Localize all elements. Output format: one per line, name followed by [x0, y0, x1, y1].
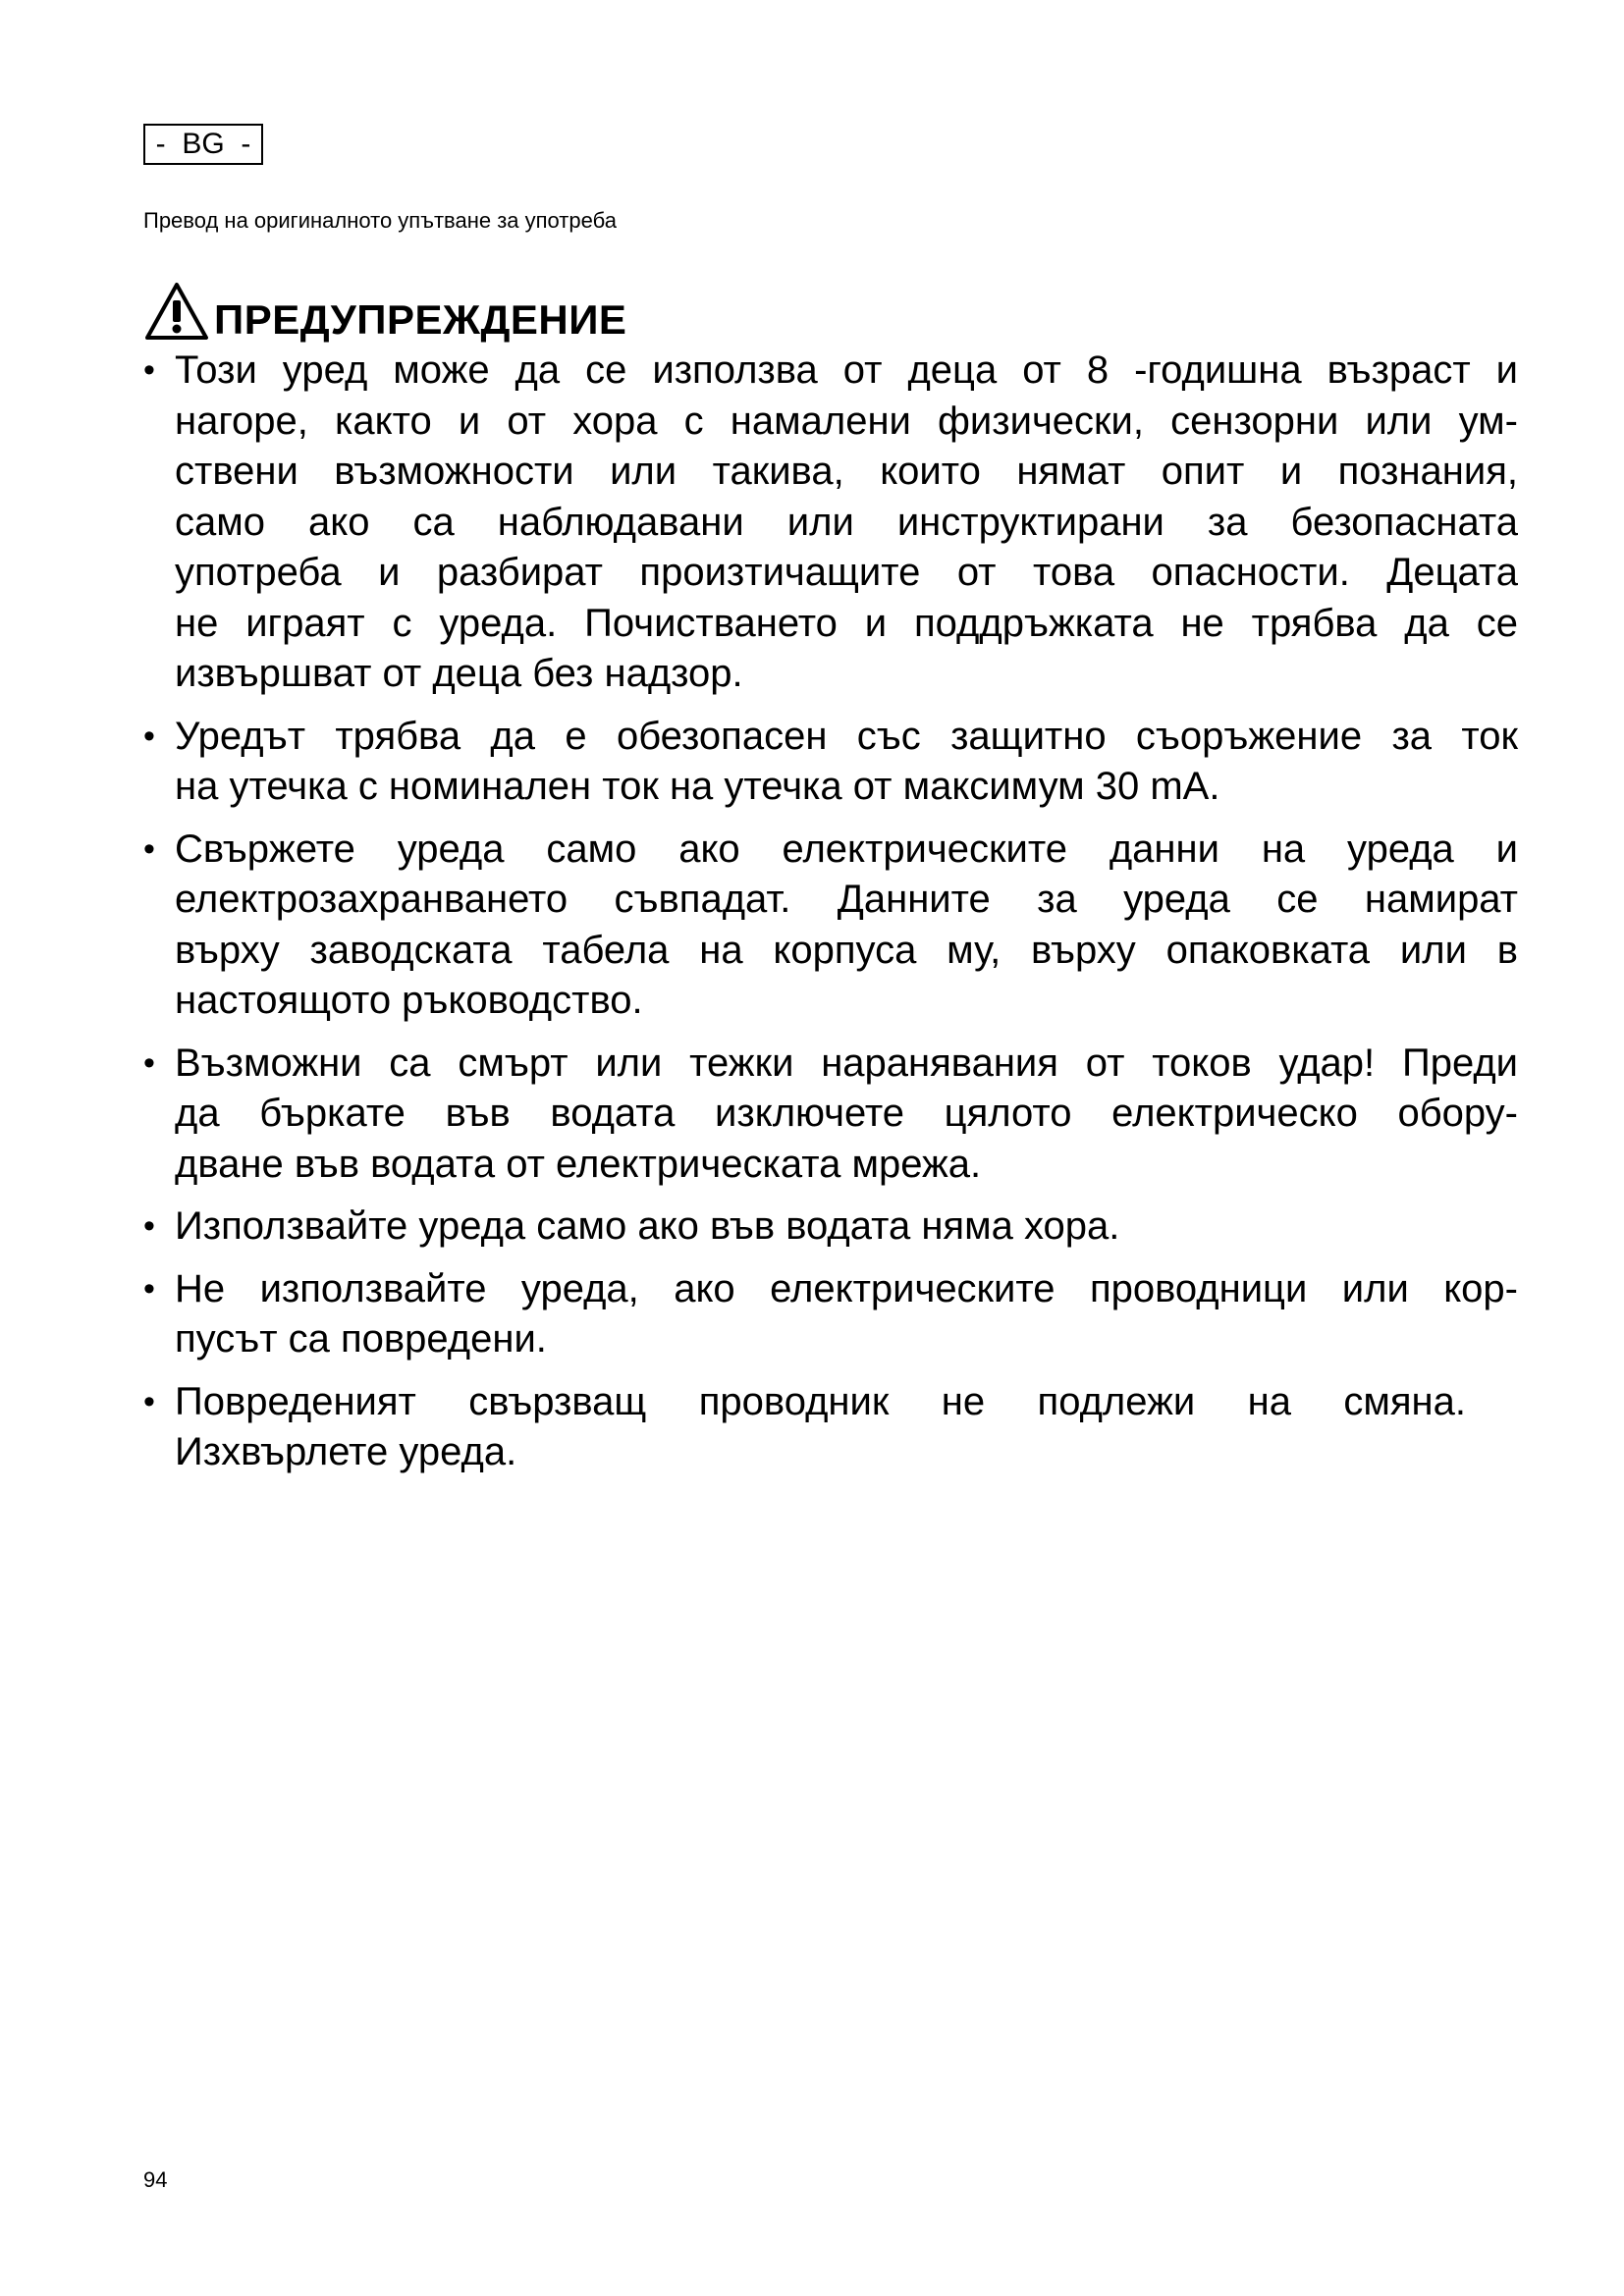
- bullet-line: пусът са повредени.: [175, 1317, 547, 1361]
- bullet-line: върху заводската табела на корпуса му, върху опаковката или в: [175, 928, 1518, 972]
- bullet-dot-icon: •: [143, 1269, 155, 1308]
- bullet-dot-icon: •: [143, 717, 155, 755]
- bullet-line: извършват от деца без надзор.: [175, 652, 743, 695]
- bullet-line: Свържете уреда само ако електрическите данни на уреда и: [175, 827, 1518, 871]
- warning-bullet-item: [143, 346, 1518, 700]
- bullet-line: на утечка с номинален ток на утечка от максимум 30 mA.: [175, 765, 1220, 808]
- bullet-line: Този уред може да се използва от деца от 8 -годишна възраст и: [175, 348, 1518, 392]
- bullet-line: Използвайте уреда само ако във водата няма хора.: [175, 1204, 1120, 1248]
- language-tag: - BG -: [143, 124, 263, 165]
- bullet-line: Повреденият свързващ проводник не подлежи на смяна.: [175, 1379, 1466, 1423]
- bullet-dot-icon: •: [143, 829, 155, 868]
- bullet-line: да бъркате във водата изключете цялото електрическо обору-: [175, 1092, 1518, 1135]
- bullet-line: Уредът трябва да е обезопасен със защитно съоръжение за ток: [175, 714, 1518, 758]
- bullet-dot-icon: •: [143, 1382, 155, 1420]
- warning-bullet-item: [143, 825, 1518, 1027]
- warning-title: ПРЕДУПРЕЖДЕНИЕ: [214, 296, 627, 343]
- bullet-line: не играят с уреда. Почистването и поддръжката не трябва да се: [175, 601, 1518, 645]
- bullet-line: настоящото ръководство.: [175, 979, 643, 1022]
- bullet-line: дване във водата от електрическата мрежа.: [175, 1142, 982, 1186]
- bullet-dot-icon: •: [143, 1043, 155, 1082]
- bullet-line: ствени възможности или такива, които нямат опит и познания,: [175, 450, 1518, 493]
- bullet-dot-icon: •: [143, 351, 155, 389]
- warning-bullet-list: [143, 346, 1518, 1490]
- bullet-line: Възможни са смърт или тежки наранявания от токов удар! Преди: [175, 1041, 1518, 1085]
- bullet-line: Изхвърлете уреда.: [175, 1430, 517, 1473]
- page-number: 94: [143, 2167, 168, 2192]
- bullet-line: Не използвайте уреда, ако електрическите проводници или кор-: [175, 1266, 1518, 1310]
- bullet-line: електрозахранването съвпадат. Данните за уреда се намират: [175, 878, 1518, 921]
- warning-bullet-item: [143, 712, 1518, 813]
- warning-bullet-item: [143, 1377, 1518, 1478]
- warning-bullet-item: [143, 1201, 1518, 1253]
- warning-bullet-item: [143, 1039, 1518, 1191]
- bullet-dot-icon: •: [143, 1207, 155, 1245]
- warning-header: [143, 267, 626, 346]
- bullet-line: употреба и разбират произтичащите от това опасности. Децата: [175, 551, 1518, 594]
- document-subtitle: Превод на оригиналното упътване за употреба: [143, 208, 617, 233]
- warning-triangle-icon: [143, 281, 210, 342]
- warning-bullet-item: [143, 1264, 1518, 1365]
- bullet-line: само ако са наблюдавани или инструктирани за безопасната: [175, 500, 1518, 544]
- bullet-line: нагоре, както и от хора с намалени физически, сензорни или ум-: [175, 399, 1518, 443]
